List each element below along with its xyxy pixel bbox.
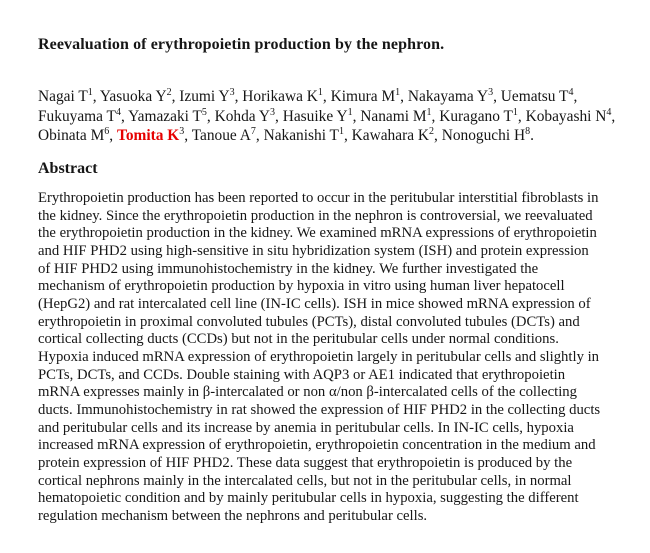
abstract-text-line: cortical nephrons mainly in the intercalated cells, but not in the peritubular cells, in normal: [38, 472, 572, 489]
author-name: Fukuyama T: [38, 107, 116, 125]
author-affiliation-superscript: 7: [250, 125, 256, 137]
author-affiliation-superscript: 3: [179, 125, 185, 137]
author-name: Yamazaki T: [128, 107, 202, 125]
author-name: Kawahara K: [351, 127, 429, 144]
abstract-text-line: regulation mechanism between the nephrons and peritubular cells.: [38, 507, 428, 524]
author-affiliation-superscript: 2: [166, 86, 172, 98]
abstract-text-line: protein expression of HIF PHD2. These data suggest that erythropoietin is produced by the: [38, 454, 573, 471]
paper-title: Reevaluation of erythropoietin production by the nephron.: [38, 36, 445, 53]
abstract-text-line: erythropoietin in proximal convoluted tubules (PCTs), distal convoluted tubules (DCTs) and: [38, 313, 580, 330]
abstract-text-line: and HIF PHD2 using high-sensitive in situ hybridization system (ISH) and protein expression: [38, 242, 589, 259]
author-name: Kimura M: [330, 88, 396, 105]
author-name: Kobayashi N: [525, 107, 607, 125]
author-line: Obinata $M^6$, Tomita $K^3$, Tanoue $A^7$, Nakanishi $T^1$, Kawahara $K^2$, Nonoguchi $H^8$.: [38, 125, 534, 144]
author-affiliation-superscript: 1: [347, 106, 353, 118]
author-line: Nagai $T^1$, Yasuoka $Y^2$, Izumi $Y^3$, Horikawa $K^1$, Kimura $M^1$, Nakayama $Y^3$, Uematsu $T^4$,: [38, 86, 578, 105]
author-name: Kohda Y: [214, 107, 271, 125]
abstract-text-line: and peritubular cells and its increase by anemia in peritubular cells. In IN-IC cells, hypoxia: [38, 419, 574, 436]
author-affiliation-superscript: 4: [568, 86, 574, 98]
author-affiliation-superscript: 4: [115, 106, 121, 118]
author-affiliation-superscript: 3: [229, 86, 235, 98]
abstract-text-line: increased mRNA expression of erythropoietin, erythropoietin concentration in the medium and: [38, 437, 596, 454]
author-name: Uematsu T: [500, 88, 569, 105]
author-affiliation-superscript: 6: [104, 125, 110, 137]
abstract-text-line: (HepG2) and rat intercalated cell line (IN-IC cells). ISH in mice showed mRNA expression of: [38, 295, 591, 312]
author-line: Fukuyama $T^4$, Yamazaki $T^5$, Kohda $Y^3$, Hasuike $Y^1$, Nanami $M^1$, Kuragano $T^1$, Kobayashi $N^4$,: [38, 106, 616, 125]
author-name: Tanoue A: [191, 127, 251, 144]
author-affiliation-superscript: 5: [201, 106, 207, 118]
author-affiliation-superscript: 3: [270, 106, 276, 118]
author-name: Izumi Y: [179, 88, 230, 105]
author-affiliation-superscript: 4: [606, 106, 612, 118]
abstract-text-line: mechanism of erythropoietin production by hypoxia in vitro using human liver hepatocell: [38, 278, 565, 295]
author-affiliation-superscript: 1: [395, 86, 401, 98]
author-name: Hasuike Y: [282, 107, 348, 125]
author-name: Nagai T: [38, 88, 88, 105]
abstract-heading: Abstract: [38, 160, 98, 177]
author-name: Nanami M: [360, 107, 427, 125]
abstract-paragraph: [38, 190, 600, 525]
author-name-highlighted: Tomita K: [116, 127, 180, 144]
abstract-text-line: cortical collecting ducts (CCDs) but not in the peritubular cells under normal conditions.: [38, 331, 559, 348]
author-name: Nonoguchi H: [441, 127, 526, 144]
abstract-text-line: of HIF PHD2 using immunohistochemistry in the kidney. We further investigated the: [38, 260, 539, 277]
author-name: Nakanishi T: [263, 127, 339, 144]
author-name: Yasuoka Y: [99, 88, 167, 105]
author-list: [38, 87, 615, 146]
author-name: Kuragano T: [439, 107, 513, 125]
author-affiliation-superscript: 8: [525, 125, 531, 137]
author-affiliation-superscript: 1: [512, 106, 518, 118]
abstract-text-line: the kidney. Since the erythropoietin production in the nephron is controversial, we reevaluated: [38, 207, 593, 224]
author-affiliation-superscript: 3: [488, 86, 494, 98]
abstract-text-line: mRNA expresses mainly in β-intercalated or non α/non β-intercalated cells of the collecting: [38, 384, 577, 401]
abstract-text-line: the erythropoietin production in the kidney. We examined mRNA expressions of erythropoietin: [38, 225, 597, 242]
abstract-text-line: hematopoietic condition and by mainly peritubular cells in hypoxia, suggesting the different: [38, 490, 579, 507]
abstract-text-line: ducts. Immunohistochemistry in rat showed the expression of HIF PHD2 in the collecting ducts: [38, 401, 601, 418]
author-affiliation-superscript: 1: [317, 86, 323, 98]
abstract-text-line: Hypoxia induced mRNA expression of erythropoietin largely in peritubular cells and slightly in: [38, 348, 600, 365]
abstract-text-line: PCTs, DCTs, and CCDs. Double staining with AQP3 or AE1 indicated that erythropoietin: [38, 366, 566, 383]
author-affiliation-superscript: 2: [429, 125, 434, 137]
author-name: Nakayama Y: [407, 88, 489, 105]
author-affiliation-superscript: 1: [426, 106, 432, 118]
author-name: Horikawa K: [242, 88, 318, 105]
author-name: Obinata M: [38, 127, 105, 144]
author-affiliation-superscript: 1: [87, 86, 93, 98]
author-affiliation-superscript: 1: [338, 125, 344, 137]
abstract-text-line: Erythropoietin production has been reported to occur in the peritubular interstitial fibroblasts in: [38, 190, 599, 206]
